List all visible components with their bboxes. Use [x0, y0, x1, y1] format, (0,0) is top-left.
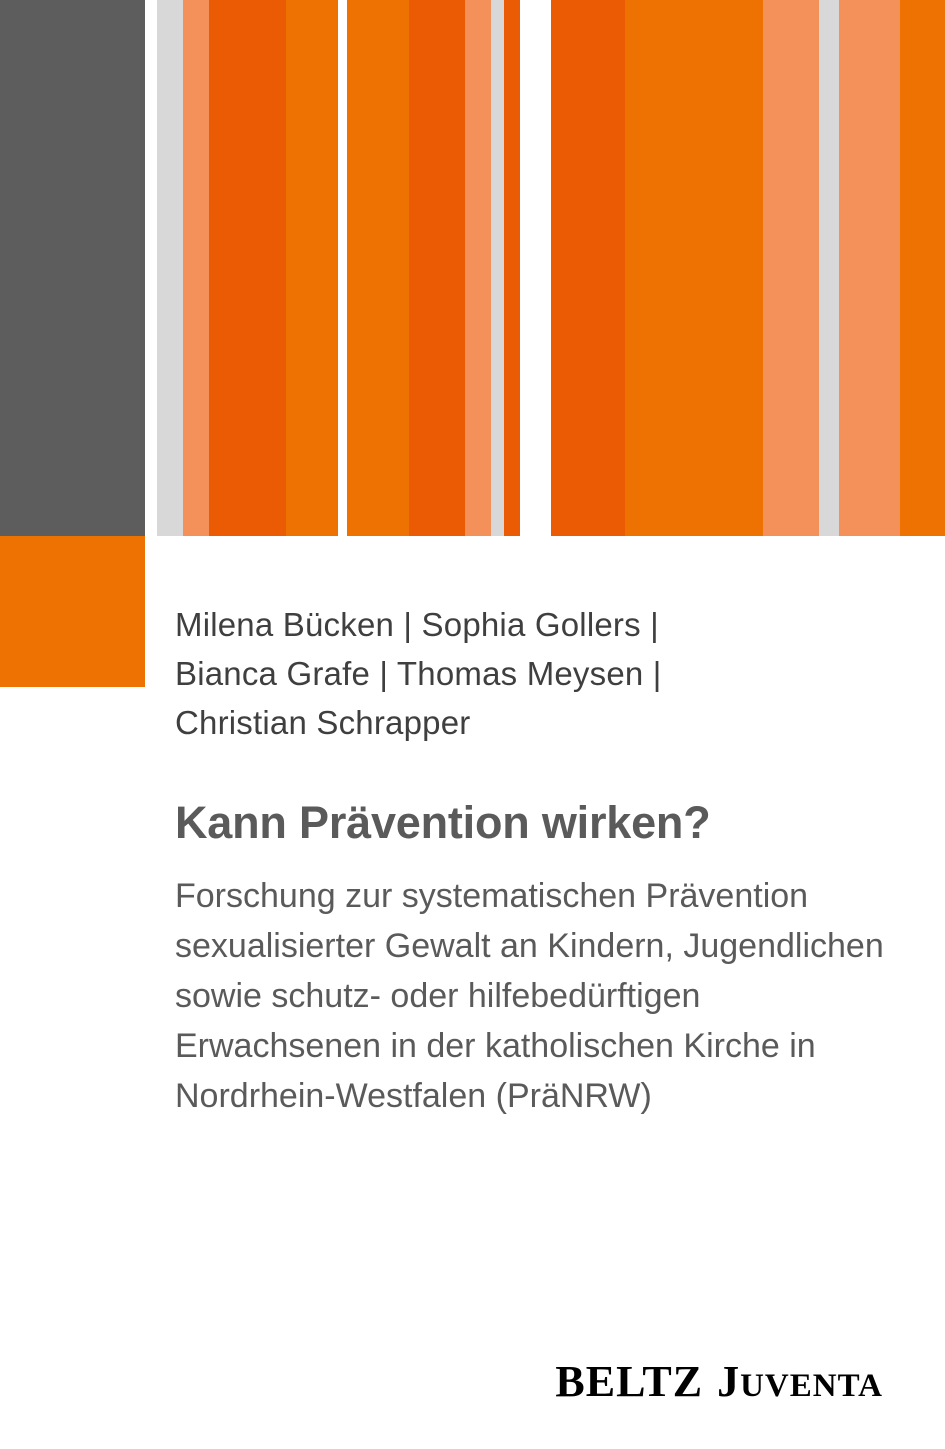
stripe	[839, 0, 900, 536]
publisher-name-beltz: BELTZ	[555, 1357, 704, 1406]
book-title: Kann Prävention wirken?	[175, 797, 711, 848]
stripe	[551, 0, 625, 536]
publisher-logo	[555, 1356, 883, 1407]
stripe	[504, 0, 520, 536]
stripe	[900, 0, 945, 536]
stripe	[491, 0, 504, 536]
stripe	[409, 0, 465, 536]
cover-text-column	[175, 600, 895, 1121]
stripe	[209, 0, 286, 536]
stripe	[819, 0, 839, 536]
book-subtitle: Forschung zur systematischen Prävention sexualisierter Gewalt an Kindern, Jugendlichen sowie schutz- oder hilfebedürftigen Erwachsenen in der katholischen Kirche in Nordrhein-Westfalen (PräNRW)	[175, 877, 884, 1115]
stripe	[286, 0, 338, 536]
stripe	[0, 0, 145, 536]
cover-stripe-band	[0, 0, 945, 536]
stripe	[520, 0, 551, 536]
author-line: Milena Bücken | Sophia Gollers |	[175, 606, 659, 643]
orange-corner-block	[0, 536, 145, 687]
publisher-name-juventa	[717, 1356, 883, 1407]
stripe	[465, 0, 491, 536]
author-list	[175, 600, 895, 747]
stripe	[157, 0, 183, 536]
juventa-rest: UVENTA	[740, 1368, 883, 1404]
stripe	[763, 0, 819, 536]
author-line: Bianca Grafe | Thomas Meysen |	[175, 655, 662, 692]
stripe	[347, 0, 409, 536]
stripe	[338, 0, 347, 536]
stripe	[625, 0, 763, 536]
stripe	[183, 0, 209, 536]
author-line: Christian Schrapper	[175, 704, 471, 741]
juventa-initial: J	[717, 1357, 741, 1406]
stripe	[145, 0, 157, 536]
